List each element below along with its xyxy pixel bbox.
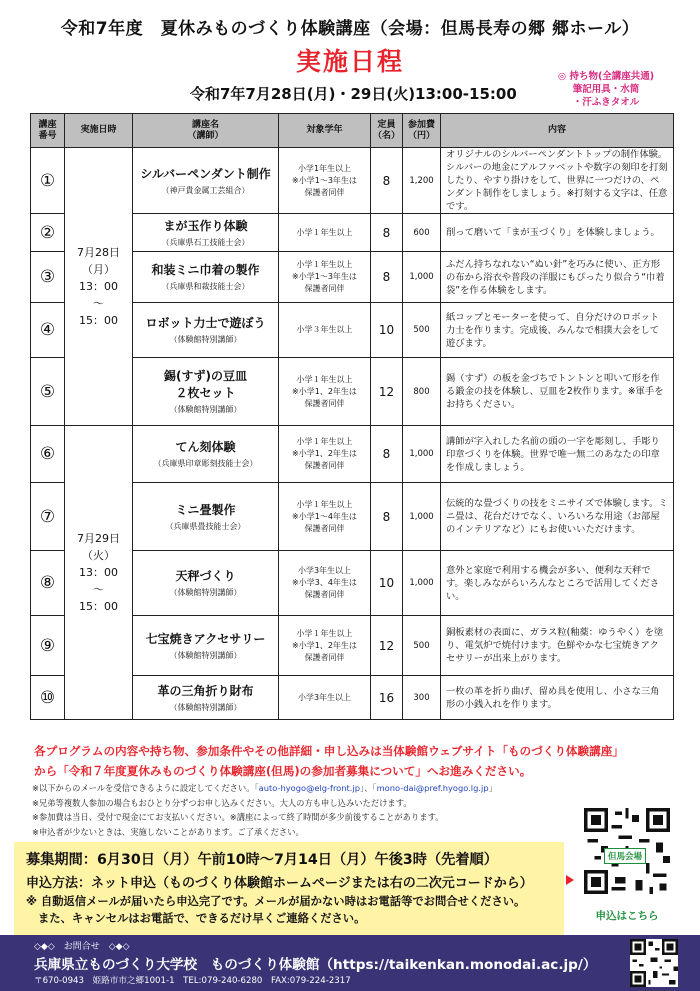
page-subtitle: 実施日程 (295, 47, 404, 76)
footer-inquiry: ◇◆◇ お問合せ ◇◆◇ (34, 942, 130, 952)
course-cell (133, 303, 279, 358)
course-name: まが玉作り体験 (163, 218, 248, 233)
arrow-right-icon (566, 875, 574, 885)
course-instructor: （兵庫県畳技能士会） (165, 521, 246, 531)
course-cell (133, 551, 279, 616)
bring-line: ◎ 持ち物(全講座共通) (557, 71, 655, 82)
content: 講師が字入れした名前の頭の一字を彫刻し、手彫り印章づくりを体験。世界で唯一無二のあなたの印章を作成しましょう。 (441, 426, 674, 483)
course-cell (133, 426, 279, 483)
capacity: 12 (371, 358, 403, 426)
target-grade: 小学１年生以上 (279, 214, 371, 252)
date-cell-jul28: 7月28日 （月） 13：00 〜 15：00 (65, 148, 133, 426)
course-cell (133, 676, 279, 720)
page-title: 令和7年度 夏休みものづくり体験講座（会場：但馬長寿の郷 郷ホール） (60, 19, 640, 39)
capacity: 10 (371, 303, 403, 358)
content: 伝統的な畳づくりの技をミニサイズで体験します。ミニ畳は、花台だけでなく、いろいろな用途（お部屋のインテリアなど）にもお使いいただけます。 (441, 483, 674, 551)
header-target: 対象学年 (279, 114, 371, 148)
items-to-bring (536, 70, 676, 109)
course-cell (133, 358, 279, 426)
table-header-row (31, 114, 674, 148)
course-name: シルバーペンダント制作 (140, 166, 271, 181)
note-siblings: ※兄弟等複数人参加の場合もおひとり分ずつお申し込みください。大人の方も申し込みいただけます。 (32, 797, 412, 808)
capacity: 12 (371, 616, 403, 676)
application-period: 募集期間：6月30日（月）午前10時〜7月14日（月）午後3時（先着順） (26, 852, 498, 868)
content: 紙コップとモーターを使って、自分だけのロボット力士を作ります。完成後、みんなで相撲大会をして遊びます。 (441, 303, 674, 358)
header-fee: 参加費 （円） (403, 114, 441, 148)
fee: 500 (403, 616, 441, 676)
target-grade: 小学１年生以上 ※小学1、2年生は 保護者同伴 (279, 358, 371, 426)
target-grade: 小学１年生以上 ※小学1〜3年生は 保護者同伴 (279, 252, 371, 303)
header-num: 講座 番号 (31, 114, 65, 148)
capacity: 8 (371, 426, 403, 483)
course-instructor: （兵庫県印章彫刻技能士会） (153, 459, 258, 468)
fee: 800 (403, 358, 441, 426)
application-method: 申込方法：ネット申込（ものづくり体験館ホームページまたは右の二次元コードから） (26, 876, 533, 891)
note-cancel: ※申込者が少ないときは、実施しないことがあります。ご了承ください。 (32, 826, 304, 837)
content: 意外と家庭で利用する機会が多い、便利な天秤です。楽しみながらいろんなところで活用してください。 (441, 551, 674, 616)
content: ふだん持ちなれない“ぬい針”を巧みに使い、正方形の布から浴衣や普段の洋服にもぴったり似合う“巾着袋”を作る体験をします。 (441, 252, 674, 303)
course-number: ⑩ (31, 676, 65, 720)
course-number: ⑤ (31, 358, 65, 426)
course-name: ロボット力士で遊ぼう (145, 316, 266, 330)
target-grade: 小学１年生以上 ※小学1、2年生は 保護者同伴 (279, 616, 371, 676)
qr-venue-label: 但馬会場 (604, 848, 646, 864)
course-cell (133, 252, 279, 303)
content: 銅板素材の表面に、ガラス粒(釉薬：ゆうやく）を塗り、電気炉で焼付けます。色鮮やかな七宝焼きアクセサリーが出来上がります。 (441, 616, 674, 676)
course-instructor: （兵庫県和裁技能士会） (161, 282, 250, 291)
course-name: 和装ミニ巾着の製作 (151, 263, 260, 277)
course-name: 錫(すず)の豆皿 (163, 369, 248, 383)
apply-here-label[interactable]: 申込はこちら (595, 910, 659, 922)
bring-line: ・汗ふきタオル (572, 97, 640, 108)
content: 一枚の革を折り曲げ、留め具を使用し、小さな三角形の小銭入れを作ります。 (441, 676, 674, 720)
course-name: 革の三角折り財布 (157, 683, 254, 698)
course-cell (133, 616, 279, 676)
fee: 500 (403, 303, 441, 358)
note-email: ※以下からのメールを受信できるように設定してください。「auto-hyogo@elg-front.jp」、「mono-dai@pref.hyogo.lg.jp」 (32, 783, 497, 793)
course-name: 天秤づくり (175, 569, 236, 583)
capacity: 8 (371, 483, 403, 551)
content: オリジナルのシルバーペンダントトップの制作体験。シルバーの地金にアルファベットや数字の刻印を打刻したり、やすり掛けをして、世界に一つだけの、ペンダント制作をしましょう。※打刻する文字は、任意です。 (441, 148, 674, 214)
fee: 1,000 (403, 426, 441, 483)
target-grade: 小学1年生以上 ※小学1〜3年生は 保護者同伴 (279, 148, 371, 214)
course-number: ③ (31, 252, 65, 303)
content: 削って磨いて「まが玉づくり」を体験しましょう。 (441, 214, 674, 252)
table-row (31, 148, 674, 214)
course-cell (133, 214, 279, 252)
target-grade: 小学１年生以上 ※小学1、2年生は 保護者同伴 (279, 426, 371, 483)
notice-line: 各プログラムの内容や持ち物、参加条件やその他詳細・申し込みは当体験館ウェブサイト「ものづくり体験講座」 (34, 744, 624, 758)
fee: 300 (403, 676, 441, 720)
capacity: 10 (371, 551, 403, 616)
course-instructor: （体験館特別講師） (169, 650, 242, 660)
course-name: ２枚セット (175, 386, 236, 400)
course-cell (133, 483, 279, 551)
schedule-date-line: 令和7年7月28日(月)・29日(火)13:00-15:00 (190, 85, 517, 103)
fee: 1,000 (403, 551, 441, 616)
course-instructor: （体験館特別講師） (169, 405, 242, 414)
note-fee: ※参加費は当日、受付で現金にてお支払いください。※講座によって終了時間が多少前後することがあります。 (32, 812, 444, 822)
email-link-auto[interactable]: auto-hyogo@elg-front.jp (258, 783, 360, 793)
target-grade: 小学１年生以上 ※小学1〜4年生は 保護者同伴 (279, 483, 371, 551)
footer-address: 〒670-0943 姫路市市之郷1001-1 TEL:079-240-6280 FAX:079-224-2317 (34, 976, 351, 986)
course-name: てん刻体験 (175, 440, 236, 454)
website-notice (34, 741, 624, 781)
header-content: 内容 (441, 114, 674, 148)
course-number: ① (31, 148, 65, 214)
notice-line: から「令和７年度夏休みものづくり体験講座(但馬)の参加者募集について」へお進みください。 (34, 764, 532, 778)
course-name: 七宝焼きアクセサリー (145, 631, 266, 646)
course-number: ② (31, 214, 65, 252)
course-instructor: （体験館特別講師） (169, 335, 242, 344)
header-course: 講座名 （講師） (133, 114, 279, 148)
capacity: 8 (371, 252, 403, 303)
email-link-monodai[interactable]: mono-dai@pref.hyogo.lg.jp (376, 783, 489, 793)
bring-line: 筆記用具・水筒 (572, 84, 640, 95)
fee: 600 (403, 214, 441, 252)
course-instructor: （兵庫県石工技能士会） (161, 237, 250, 247)
course-instructor: （体験館特別講師） (169, 702, 242, 712)
header-capacity: 定員 （名） (371, 114, 403, 148)
fee: 1,000 (403, 252, 441, 303)
course-number: ⑨ (31, 616, 65, 676)
course-number: ⑧ (31, 551, 65, 616)
capacity: 16 (371, 676, 403, 720)
date-cell-jul29: 7月29日 （火） 13：00 〜 15：00 (65, 426, 133, 720)
schedule-table (30, 113, 674, 720)
course-number: ④ (31, 303, 65, 358)
application-notes: ※ 自動返信メールが届いたら申込完了です。メールが届かない時はお電話等でお問合せください。 また、キャンセルはお電話で、できるだけ早くご連絡ください。 (26, 895, 526, 925)
fee: 1,200 (403, 148, 441, 214)
course-number: ⑥ (31, 426, 65, 483)
target-grade: 小学３年生以上 (279, 303, 371, 358)
content: 錫（すず）の板を金づちでトントンと叩いて形を作る鍛金の技を体験し、豆皿を2枚作ります。※軍手をお持ちください。 (441, 358, 674, 426)
capacity: 8 (371, 148, 403, 214)
course-name: ミニ畳製作 (175, 502, 236, 517)
capacity: 8 (371, 214, 403, 252)
course-instructor: （体験館特別講師） (169, 588, 242, 597)
notes-block (32, 781, 497, 839)
header-date: 実施日時 (65, 114, 133, 148)
course-instructor: （神戸貴金属工芸組合） (161, 185, 250, 195)
course-number: ⑦ (31, 483, 65, 551)
target-grade: 小学3年生以上 ※小学3、4年生は 保護者同伴 (279, 551, 371, 616)
target-grade: 小学3年生以上 (279, 676, 371, 720)
fee: 1,000 (403, 483, 441, 551)
table-row (31, 426, 674, 483)
footer-organization[interactable]: 兵庫県立ものづくり大学校 ものづくり体験館（https://taikenkan.monodai.ac.jp/） (34, 957, 597, 973)
qr-code-website[interactable] (630, 939, 678, 987)
course-cell (133, 148, 279, 214)
